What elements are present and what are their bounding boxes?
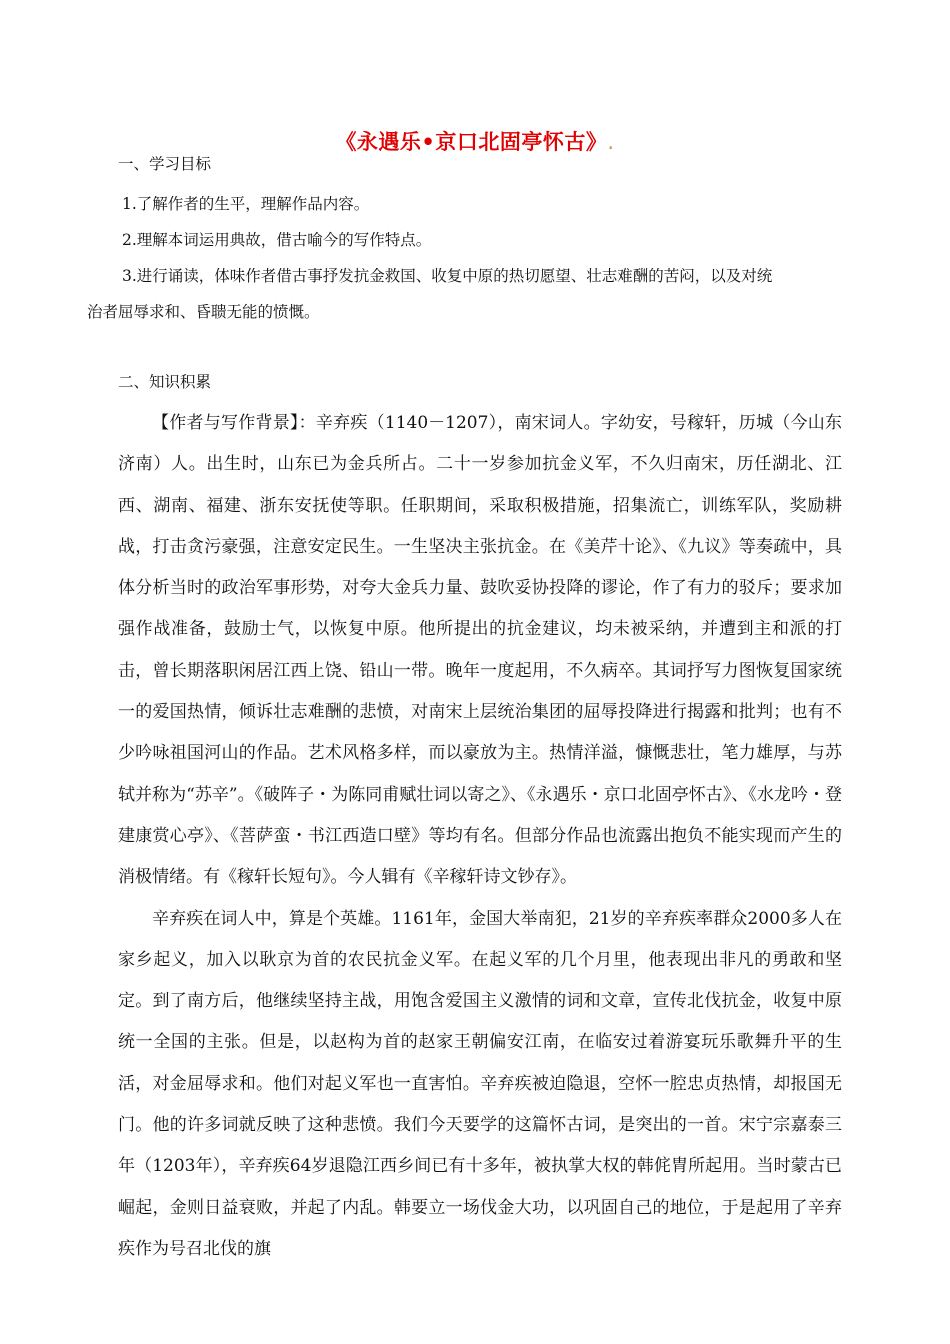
document-title-text: 《永遇乐•京口北固亭怀古》 bbox=[335, 130, 608, 154]
section-heading-knowledge: 二、知识积累 bbox=[118, 373, 212, 391]
knowledge-body bbox=[118, 403, 842, 1270]
learning-objectives-list bbox=[87, 186, 838, 330]
objective-item-1: 1.了解作者的生平，理解作品内容。 bbox=[122, 195, 370, 213]
objective-item-3-continued: 治者屈辱求和、昏聩无能的愤慨。 bbox=[87, 303, 320, 321]
paragraph-author-background: 【作者与写作背景】：辛弃疾（1140－1207），南宋词人。字幼安，号稼轩，历城（今山东济南）人。出生时，山东已为金兵所占。二十一岁参加抗金义军，不久归南宋，历任湖北、江西、湖南、福建、浙东安抚使等职。任职期间，采取积极措施，招集流亡，训练军队，奖励耕战，打击贪污豪强，注意安定民生。一生坚决主张抗金。在《美芹十论》、《九议》等奏疏中，具体分析当时的政治军事形势，对夸大金兵力量、鼓吹妥协投降的谬论，作了有力的驳斥；要求加强作战准备，鼓励士气，以恢复中原。他所提出的抗金建议，均未被采纳，并遭到主和派的打击，曾长期落职闲居江西上饶、铅山一带。晚年一度起用，不久病卒。其词抒写力图恢复国家统一的爱国热情，倾诉壮志难酬的悲愤，对南宋上层统治集团的屈辱投降进行揭露和批判；也有不少吟咏祖国河山的作品。艺术风格多样，而以豪放为主。热情洋溢，慷慨悲壮，笔力雄厚，与苏轼并称为“苏辛”。《破阵子・为陈同甫赋壮词以寄之》、《永遇乐・京口北固亭怀古》、《水龙吟・登建康赏心亭》、《菩萨蛮・书江西造口壁》等均有名。但部分作品也流露出抱负不能实现而产生的消极情绪。有《稼轩长短句》。今人辑有《辛稼轩诗文钞存》。 bbox=[118, 413, 842, 888]
section-heading-learning-goals: 一、学习目标 bbox=[118, 155, 212, 173]
objective-item-2: 2.理解本词运用典故，借古喻今的写作特点。 bbox=[122, 231, 432, 249]
objective-item-3: 3.进行诵读，体味作者借古事抒发抗金救国、收复中原的热切愿望、壮志难酬的苦闷，以及对统 bbox=[122, 267, 773, 285]
title-trailing-mark: . bbox=[607, 130, 615, 154]
paragraph-hero-story: 辛弃疾在词人中，算是个英雄。1161年，金国大举南犯，21岁的辛弃疾率群众2000多人在家乡起义，加入以耿京为首的农民抗金义军。在起义军的几个月里，他表现出非凡的勇敢和坚定。到了南方后，他继续坚持主战，用饱含爱国主义激情的词和文章，宣传北伐抗金，收复中原统一全国的主张。但是，以赵构为首的赵家王朝偏安江南，在临安过着游宴玩乐歌舞升平的生活，对金屈辱求和。他们对起义军也一直害怕。辛弃疾被迫隐退，空怀一腔忠贞热情，却报国无门。他的许多词就反映了这种悲愤。我们今天要学的这篇怀古词，是突出的一首。宋宁宗嘉泰三年（1203年），辛弃疾64岁退隐江西乡间已有十多年，被执掌大权的韩侂胄所起用。当时蒙古已崛起，金则日益衰败，并起了内乱。韩要立一场伐金大功，以巩固自己的地位，于是起用了辛弃疾作为号召北伐的旗 bbox=[118, 908, 842, 1259]
